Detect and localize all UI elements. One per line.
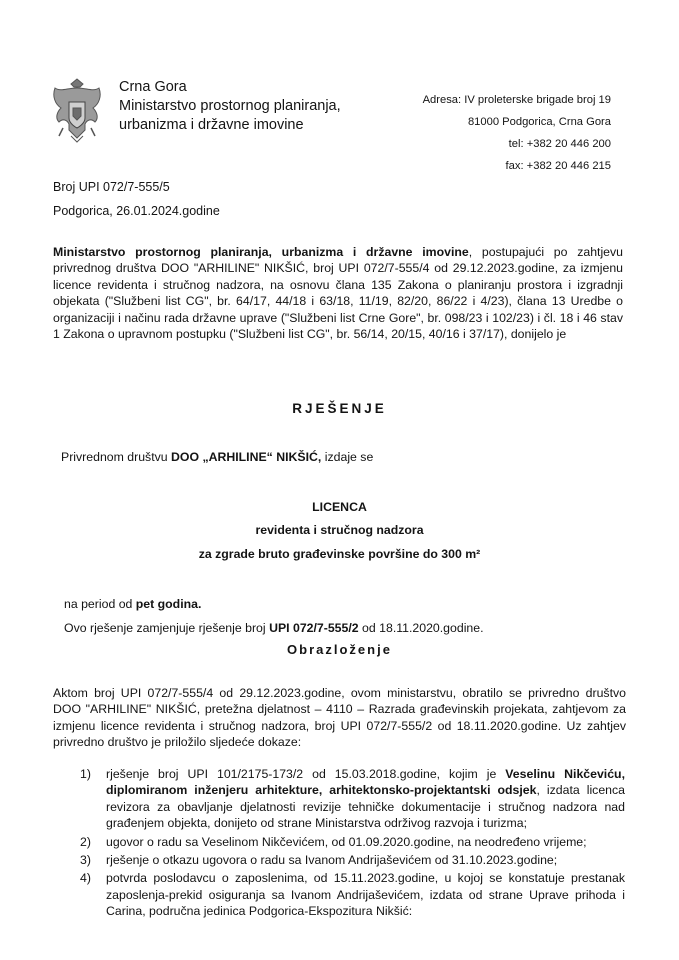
- list-item-number: 4): [80, 871, 91, 886]
- ministry-name-line2: urbanizma i državne imovine: [119, 117, 304, 133]
- list-item-text: potvrda poslodavcu o zaposlenima, od 15.11.2023.godine, u kojoj se konstatuje prestanak zaposlenja-prekid osiguranja sa Ivanom Andrijaševićem, izdata od strane Uprave prihoda i Carina, područna jedinica Podgorica-Ekspozitura Nikšić:: [106, 871, 625, 919]
- decision-title: RJEŠENJE: [292, 401, 387, 416]
- replace-suffix: od 18.11.2020.godine.: [358, 621, 484, 635]
- document-date: Podgorica, 26.01.2024.godine: [53, 204, 220, 218]
- list-item: [80, 870, 625, 919]
- reference-number: Broj UPI 072/7-555/5: [53, 180, 170, 194]
- list-item-number: 1): [80, 767, 91, 781]
- issuance-prefix: Privrednom društvu: [61, 450, 172, 464]
- intro-bold-ministry: Ministarstvo prostornog planiranja, urbanizma i državne imovine: [53, 245, 469, 259]
- issuance-line: [61, 450, 373, 464]
- intro-paragraph: [53, 244, 623, 342]
- ministry-name-line1: Ministarstvo prostornog planiranja,: [119, 98, 341, 114]
- evidence-list: [80, 766, 625, 922]
- coat-of-arms-icon: [49, 78, 105, 144]
- phone-line: tel: +382 20 446 200: [508, 138, 611, 150]
- country-name: Crna Gora: [119, 79, 187, 95]
- replace-number: UPI 072/7-555/2: [269, 621, 359, 635]
- licence-scope: za zgrade bruto građevinske površine do 300 m²: [198, 547, 481, 561]
- list-item-number: 2): [80, 834, 91, 849]
- list-item-text: rješenje broj UPI 101/2175-173/2 od 15.03.2018.godine, kojim je: [106, 767, 506, 781]
- city-line: 81000 Podgorica, Crna Gora: [467, 116, 611, 128]
- list-item: [80, 766, 625, 832]
- period-value: pet godina.: [135, 597, 202, 611]
- issuance-suffix: izdaje se: [321, 450, 374, 464]
- period-prefix: na period od: [64, 597, 136, 611]
- list-item-text-end: , izdata licenca revizora za obavljanje djelatnosti revizije tehničke dokumentacije i stručnog nadzora nad građenjem objekta, donijeto od strane Ministarstva održivog razvoja i turizma;: [106, 783, 625, 831]
- list-item: [80, 852, 625, 868]
- licence-title: LICENCA: [312, 500, 367, 514]
- contact-block: [420, 89, 611, 177]
- company-name: DOO „ARHILINE“ NIKŠIĆ,: [171, 450, 322, 464]
- validity-period: [64, 597, 201, 611]
- reasoning-paragraph: Aktom broj UPI 072/7-555/4 od 29.12.2023.godine, ovom ministarstvu, obratilo se privredno društvo DOO "ARHILINE" NIKŠIĆ, pretežna djelatnost – 4110 – Razrada građevinskih projekata, zahtjevom za izmjenu licence revidenta i stručnog nadzora, broj UPI 072/7-555/2 od 18.11.2020.godine. Uz zahtjev privredno društvo je priložilo sljedeće dokaze:: [53, 686, 626, 750]
- licence-subtitle: revidenta i stručnog nadzora: [255, 523, 424, 537]
- institution-header: [119, 78, 341, 135]
- list-item-text: ugovor o radu sa Veselinom Nikčevićem, od 01.09.2020.godine, na neodređeno vrijeme;: [106, 834, 587, 849]
- list-item-number: 3): [80, 853, 91, 868]
- reasoning-title: Obrazloženje: [287, 642, 392, 657]
- list-item: [80, 834, 625, 850]
- address-line: Adresa: IV proleterske brigade broj 19: [422, 94, 611, 106]
- replace-prefix: Ovo rješenje zamjenjuje rješenje broj: [64, 621, 270, 635]
- list-item-text: rješenje o otkazu ugovora o radu sa Ivanom Andrijaševićem od 31.10.2023.godine;: [106, 853, 558, 868]
- fax-line: fax: +382 20 446 215: [505, 160, 611, 172]
- intro-text: , postupajući po zahtjevu privrednog društva DOO "ARHILINE" NIKŠIĆ, broj UPI 072/7-555/4 od 29.12.2023.godine, za izmjenu licence revidenta i stručnog nadzora, na osnovu člana 135 Zakona o planiranju prostora i izgradnji objekata ("Službeni list CG", br. 64/17, 44/18 i 63/18, 11/19, 82/20, 86/22 i 4/23), člana 13 Uredbe o organizaciji i načinu rada državne uprave ("Službeni list Crne Gore", br. 098/23 i 102/23) i čl. 18 i 46 stav 1 Zakona o upravnom postupku ("Službeni list CG", br. 56/14, 20/15, 40/16 i 37/17), donijelo je: [53, 245, 624, 342]
- replacement-note: [64, 621, 484, 635]
- list-item-bold: Veselinu Nikčeviću, diplomiranom inženjeru arhitekture, arhitektonsko-projektantski odsjek: [106, 767, 625, 798]
